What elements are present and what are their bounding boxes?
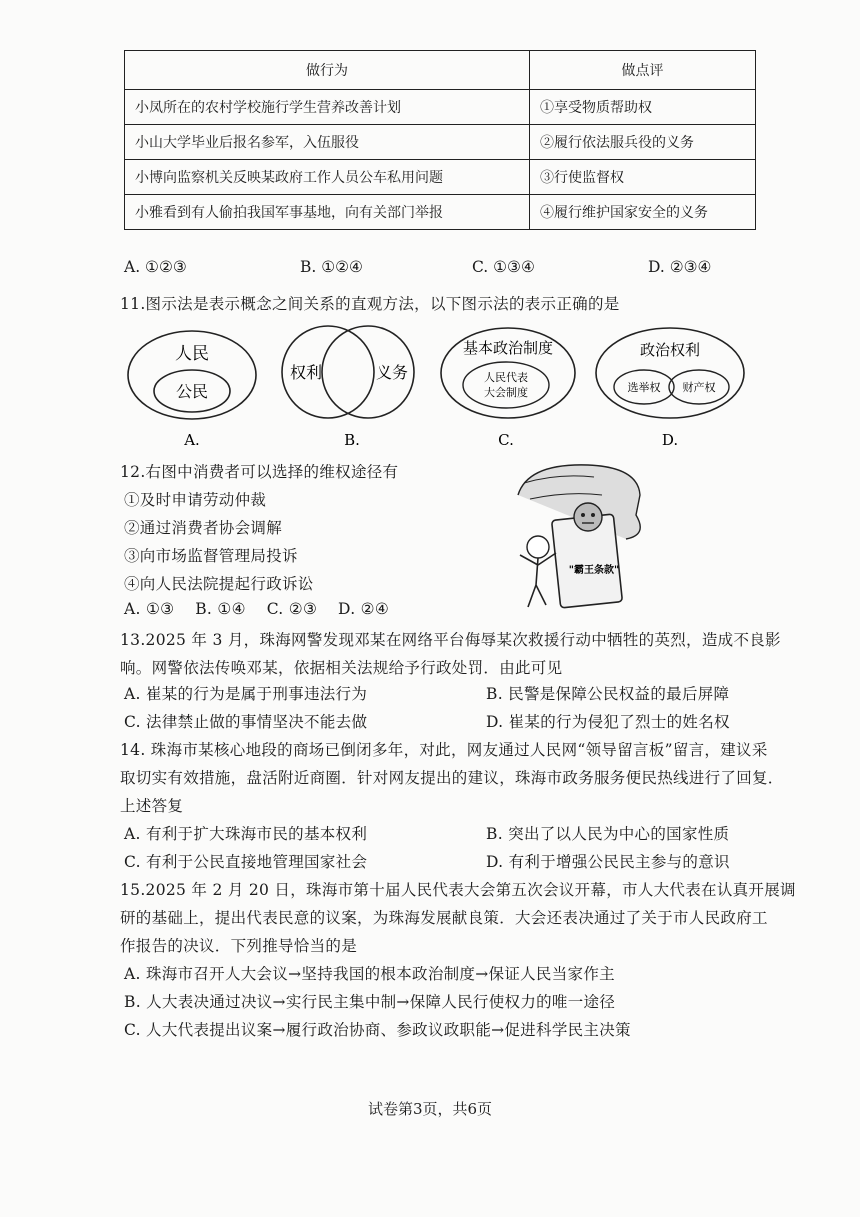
q14-stem: 14. 珠海市某核心地段的商场已倒闭多年，对此，网友通过人民网“领导留言板”留言，建议采 bbox=[120, 741, 768, 759]
q10-option-d[interactable]: D. ②③④ bbox=[648, 258, 712, 276]
answer-table bbox=[124, 50, 756, 230]
q13-option-d[interactable]: D. 崔某的行为侵犯了烈士的姓名权 bbox=[486, 713, 730, 731]
diagram-a-label: A. bbox=[184, 431, 200, 449]
q12-item: ④向人民法院提起行政诉讼 bbox=[124, 575, 314, 593]
diagram-c-outer: 基本政治制度 bbox=[462, 339, 554, 357]
q13-stem: 响。网警依法传唤邓某，依据相关法规给予行政处罚．由此可见 bbox=[120, 659, 563, 677]
table-row bbox=[125, 160, 756, 195]
diagram-b-left: 权利 bbox=[289, 363, 323, 382]
diagram-a-outer: 人民 bbox=[175, 344, 209, 364]
table-cell: 小凤所在的农村学校施行学生营养改善计划 bbox=[125, 90, 530, 125]
table-row bbox=[125, 125, 756, 160]
q10-option-b[interactable]: B. ①②④ bbox=[300, 258, 363, 276]
table-cell: 小山大学毕业后报名参军，入伍服役 bbox=[125, 125, 530, 160]
diagram-c[interactable] bbox=[441, 328, 575, 449]
q15-option-b[interactable]: B. 人大表决通过决议→实行民主集中制→保障人民行使权力的唯一途径 bbox=[124, 993, 616, 1011]
diagram-c-label: C. bbox=[498, 431, 514, 449]
q15-stem: 作报告的决议．下列推导恰当的是 bbox=[120, 937, 358, 955]
table-row bbox=[125, 195, 756, 230]
q13-option-b[interactable]: B. 民警是保障公民权益的最后屏障 bbox=[486, 685, 730, 703]
table-cell: ②履行依法服兵役的义务 bbox=[530, 125, 756, 160]
diagram-c-inner-2: 大会制度 bbox=[484, 386, 528, 399]
diagram-d-inner-2: 财产权 bbox=[682, 381, 716, 394]
q12-item: ②通过消费者协会调解 bbox=[124, 519, 283, 537]
table-cell: 小博向监察机关反映某政府工作人员公车私用问题 bbox=[125, 160, 530, 195]
table-cell: ④履行维护国家安全的义务 bbox=[530, 195, 756, 230]
diagram-d-label: D. bbox=[661, 431, 679, 449]
diagram-b-label: B. bbox=[344, 431, 360, 449]
q13-option-c[interactable]: C. 法律禁止做的事情坚决不能去做 bbox=[124, 713, 368, 731]
table-header: 做点评 bbox=[530, 51, 756, 90]
table-cell: ①享受物质帮助权 bbox=[530, 90, 756, 125]
q14-option-b[interactable]: B. 突出了以人民为中心的国家性质 bbox=[486, 825, 730, 843]
q15-stem: 15.2025 年 2 月 20 日，珠海市第十届人民代表大会第五次会议开幕，市人大代表在认真开展调 bbox=[120, 881, 796, 899]
q14-option-d[interactable]: D. 有利于增强公民民主参与的意识 bbox=[486, 853, 730, 871]
diagram-d[interactable] bbox=[596, 328, 744, 449]
q15-option-a[interactable]: A. 珠海市召开人大会议→坚持我国的根本政治制度→保证人民当家作主 bbox=[124, 965, 615, 983]
consumer-rights-cartoon bbox=[498, 455, 658, 615]
q15-option-c[interactable]: C. 人大代表提出议案→履行政治协商、参政议政职能→促进科学民主决策 bbox=[124, 1021, 631, 1039]
q10-option-c[interactable]: C. ①③④ bbox=[472, 258, 535, 276]
q12-item: ①及时申请劳动仲裁 bbox=[124, 491, 267, 509]
q14-option-a[interactable]: A. 有利于扩大珠海市民的基本权利 bbox=[124, 825, 368, 843]
table-header-row bbox=[125, 51, 756, 90]
q14-option-c[interactable]: C. 有利于公民直接地管理国家社会 bbox=[124, 853, 368, 871]
q10-option-a[interactable]: A. ①②③ bbox=[124, 258, 187, 276]
q12-options[interactable]: A. ①③ B. ①④ C. ②③ D. ②④ bbox=[124, 600, 390, 618]
cartoon-label: "霸王条款" bbox=[568, 565, 620, 576]
q14-stem: 上述答复 bbox=[120, 797, 184, 815]
q13-stem: 13.2025 年 3 月，珠海网警发现邓某在网络平台侮辱某次救援行动中牺牲的英烈，造成不良影 bbox=[120, 631, 781, 649]
q12-item: ③向市场监督管理局投诉 bbox=[124, 547, 298, 565]
q12-stem: 12.右图中消费者可以选择的维权途径有 bbox=[120, 463, 399, 481]
table-cell: 小雅看到有人偷拍我国军事基地，向有关部门举报 bbox=[125, 195, 530, 230]
q11-diagrams bbox=[118, 325, 758, 450]
q15-stem: 研的基础上，提出代表民意的议案，为珠海发展献良策．大会还表决通过了关于市人民政府工 bbox=[120, 909, 768, 927]
table-row bbox=[125, 90, 756, 125]
diagram-b[interactable] bbox=[282, 326, 414, 449]
diagram-b-right: 义务 bbox=[375, 363, 409, 382]
diagram-a-inner: 公民 bbox=[175, 382, 209, 401]
q14-stem: 取切实有效措施，盘活附近商圈．针对网友提出的建议，珠海市政务服务便民热线进行了回复． bbox=[120, 769, 784, 787]
q11-stem: 11.图示法是表示概念之间关系的直观方法，以下图示法的表示正确的是 bbox=[120, 295, 620, 313]
diagram-c-inner-1: 人民代表 bbox=[484, 371, 528, 384]
diagram-a[interactable] bbox=[128, 331, 256, 449]
page-footer: 试卷第3页，共6页 bbox=[367, 1100, 493, 1118]
table-cell: ③行使监督权 bbox=[530, 160, 756, 195]
table-header: 做行为 bbox=[125, 51, 530, 90]
q13-option-a[interactable]: A. 崔某的行为是属于刑事违法行为 bbox=[124, 685, 368, 703]
diagram-d-outer: 政治权利 bbox=[639, 341, 701, 359]
diagram-d-inner-1: 选举权 bbox=[627, 381, 661, 394]
